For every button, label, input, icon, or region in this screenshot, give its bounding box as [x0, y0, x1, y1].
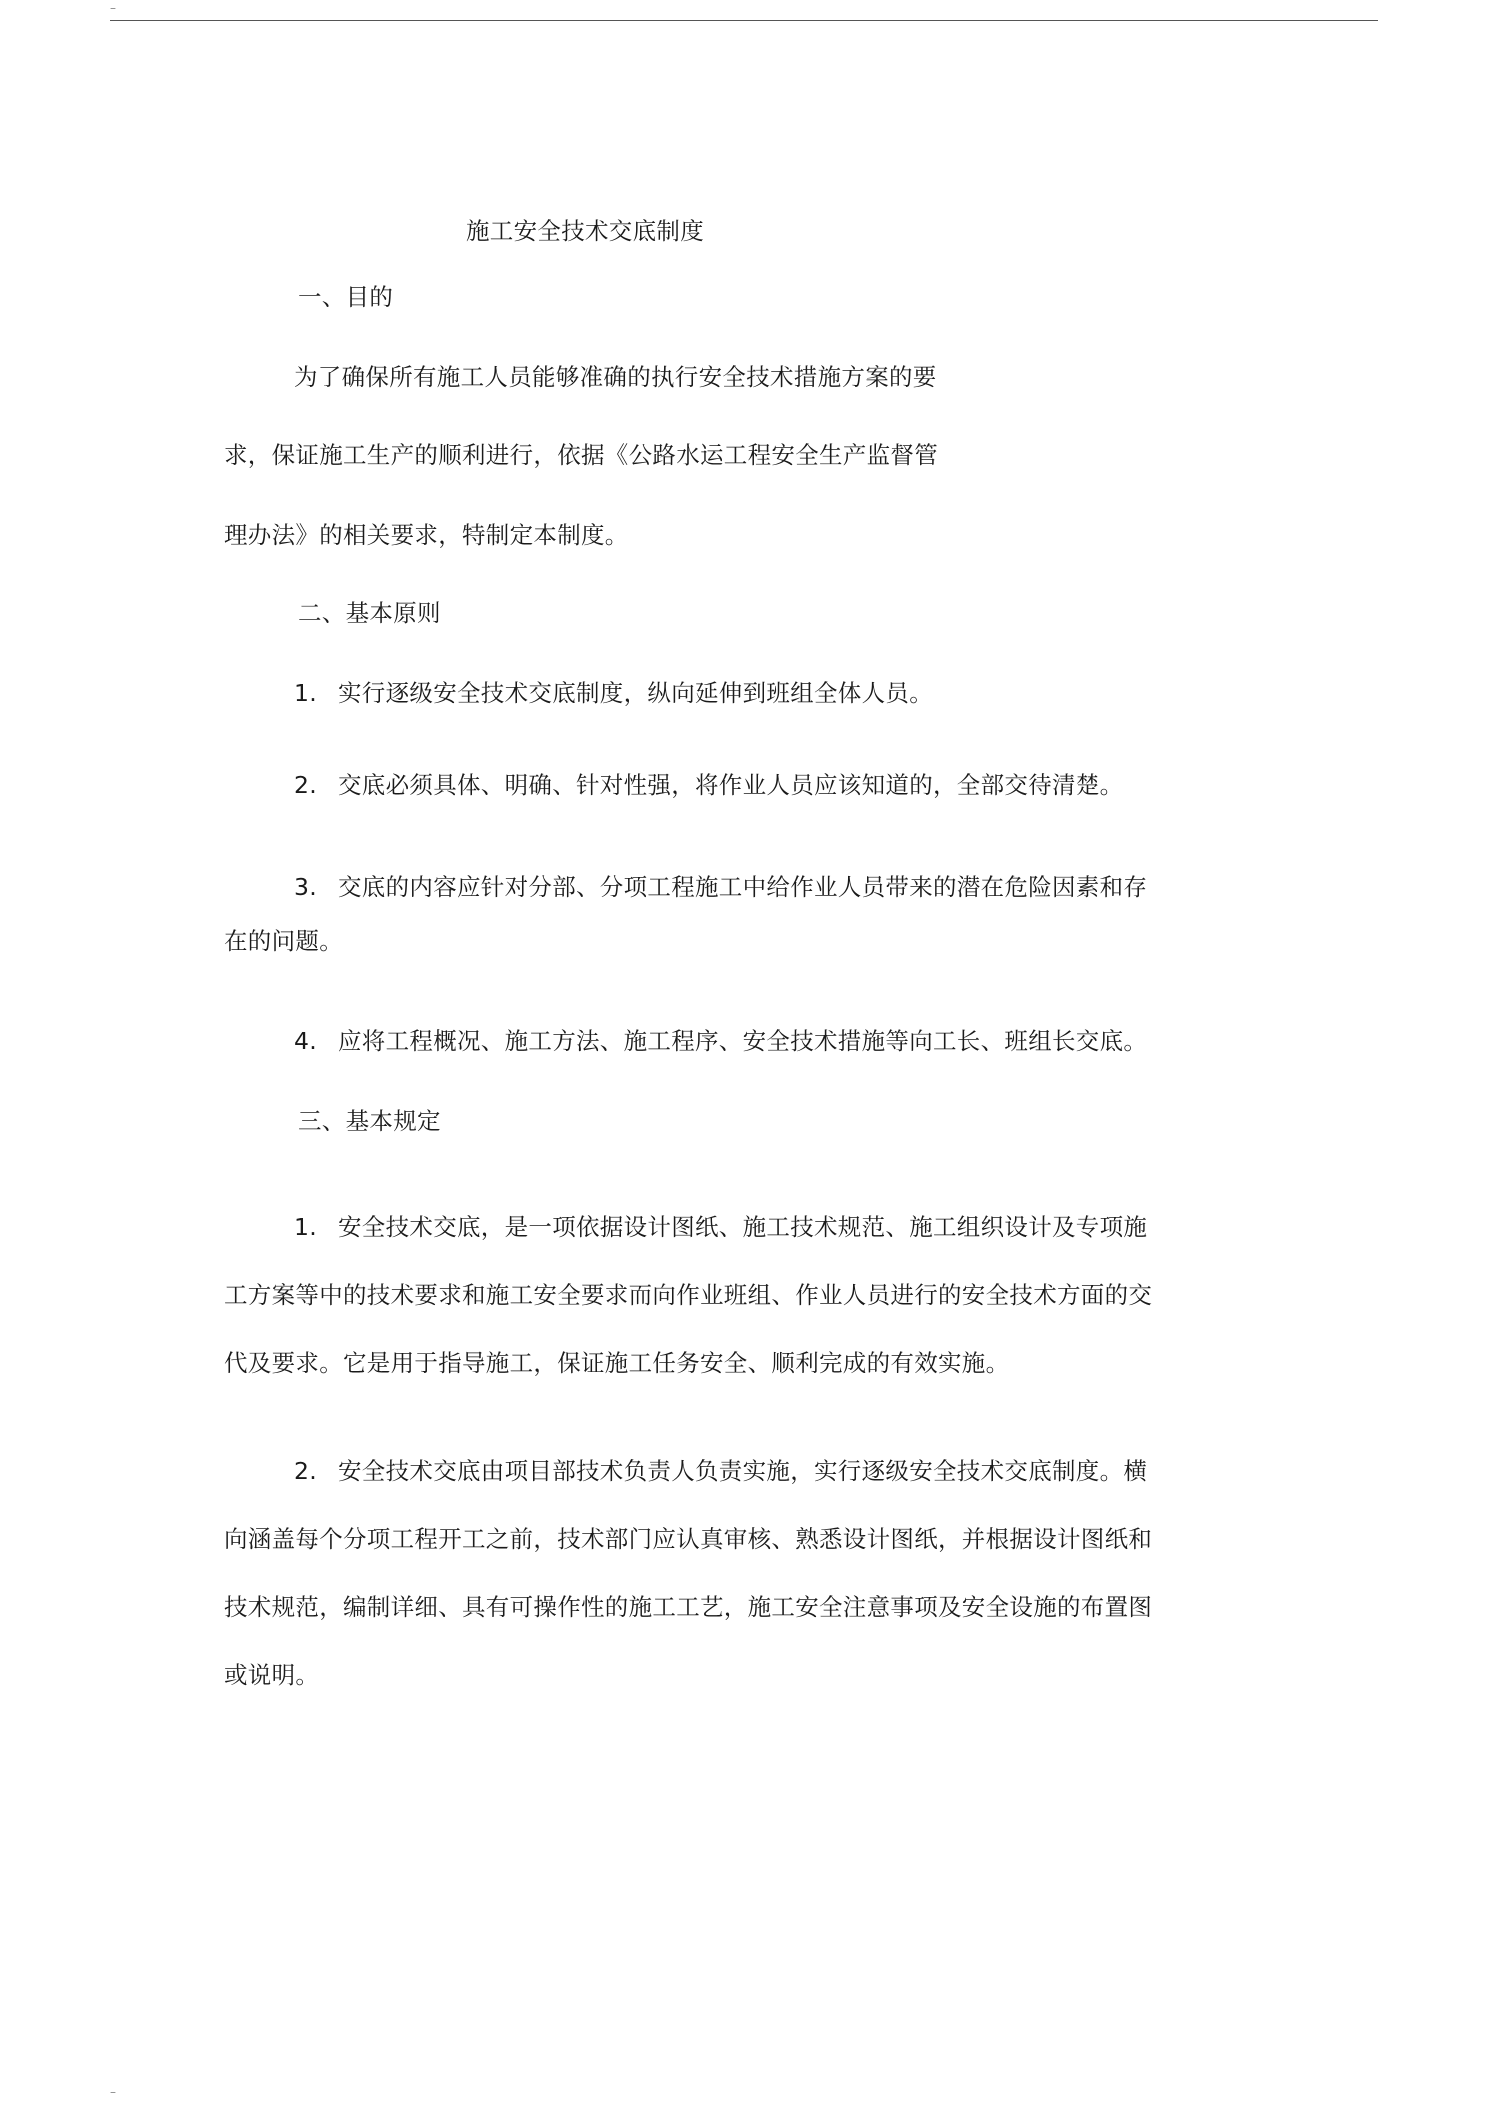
principle-item-2 — [294, 770, 1123, 800]
item-number: 4. — [294, 1027, 318, 1055]
rule-item-1 — [294, 1212, 1147, 1242]
header-mark: – — [110, 1, 116, 15]
purpose-line-1: 为了确保所有施工人员能够准确的执行安全技术措施方案的要 — [294, 363, 937, 391]
rule-item-2-cont-3: 或说明。 — [224, 1661, 320, 1689]
footer-mark: – — [110, 2085, 116, 2099]
rule-item-1-cont-1: 工方案等中的技术要求和施工安全要求而向作业班组、作业人员进行的安全技术方面的交 — [224, 1281, 1153, 1309]
section-heading-principles: 二、基本原则 — [298, 599, 441, 627]
header-rule — [110, 20, 1378, 21]
purpose-line-2: 求，保证施工生产的顺利进行，依据《公路水运工程安全生产监督管 — [224, 441, 938, 469]
item-number: 2. — [294, 1457, 318, 1485]
item-text: 实行逐级安全技术交底制度，纵向延伸到班组全体人员。 — [338, 679, 933, 707]
rule-item-1-cont-2: 代及要求。它是用于指导施工，保证施工任务安全、顺利完成的有效实施。 — [224, 1349, 1010, 1377]
item-text: 安全技术交底，是一项依据设计图纸、施工技术规范、施工组织设计及专项施 — [338, 1213, 1148, 1241]
principle-item-4 — [294, 1026, 1147, 1056]
item-number: 1. — [294, 1213, 318, 1241]
principle-item-3 — [294, 872, 1147, 902]
principle-item-1 — [294, 678, 933, 708]
purpose-line-3: 理办法》的相关要求，特制定本制度。 — [224, 521, 629, 549]
rule-item-2-cont-1: 向涵盖每个分项工程开工之前，技术部门应认真审核、熟悉设计图纸，并根据设计图纸和 — [224, 1525, 1153, 1553]
rule-item-2 — [294, 1456, 1147, 1486]
item-number: 1. — [294, 679, 318, 707]
item-text: 交底必须具体、明确、针对性强，将作业人员应该知道的，全部交待清楚。 — [338, 771, 1124, 799]
item-text: 交底的内容应针对分部、分项工程施工中给作业人员带来的潜在危险因素和存 — [338, 873, 1148, 901]
item-number: 3. — [294, 873, 318, 901]
rule-item-2-cont-2: 技术规范，编制详细、具有可操作性的施工工艺，施工安全注意事项及安全设施的布置图 — [224, 1593, 1153, 1621]
item-text: 安全技术交底由项目部技术负责人负责实施，实行逐级安全技术交底制度。横 — [338, 1457, 1148, 1485]
item-text: 应将工程概况、施工方法、施工程序、安全技术措施等向工长、班组长交底。 — [338, 1027, 1148, 1055]
principle-item-3-cont: 在的问题。 — [224, 927, 343, 955]
section-heading-rules: 三、基本规定 — [298, 1107, 441, 1135]
item-number: 2. — [294, 771, 318, 799]
document-title: 施工安全技术交底制度 — [466, 217, 704, 245]
section-heading-purpose: 一、目的 — [298, 283, 394, 311]
